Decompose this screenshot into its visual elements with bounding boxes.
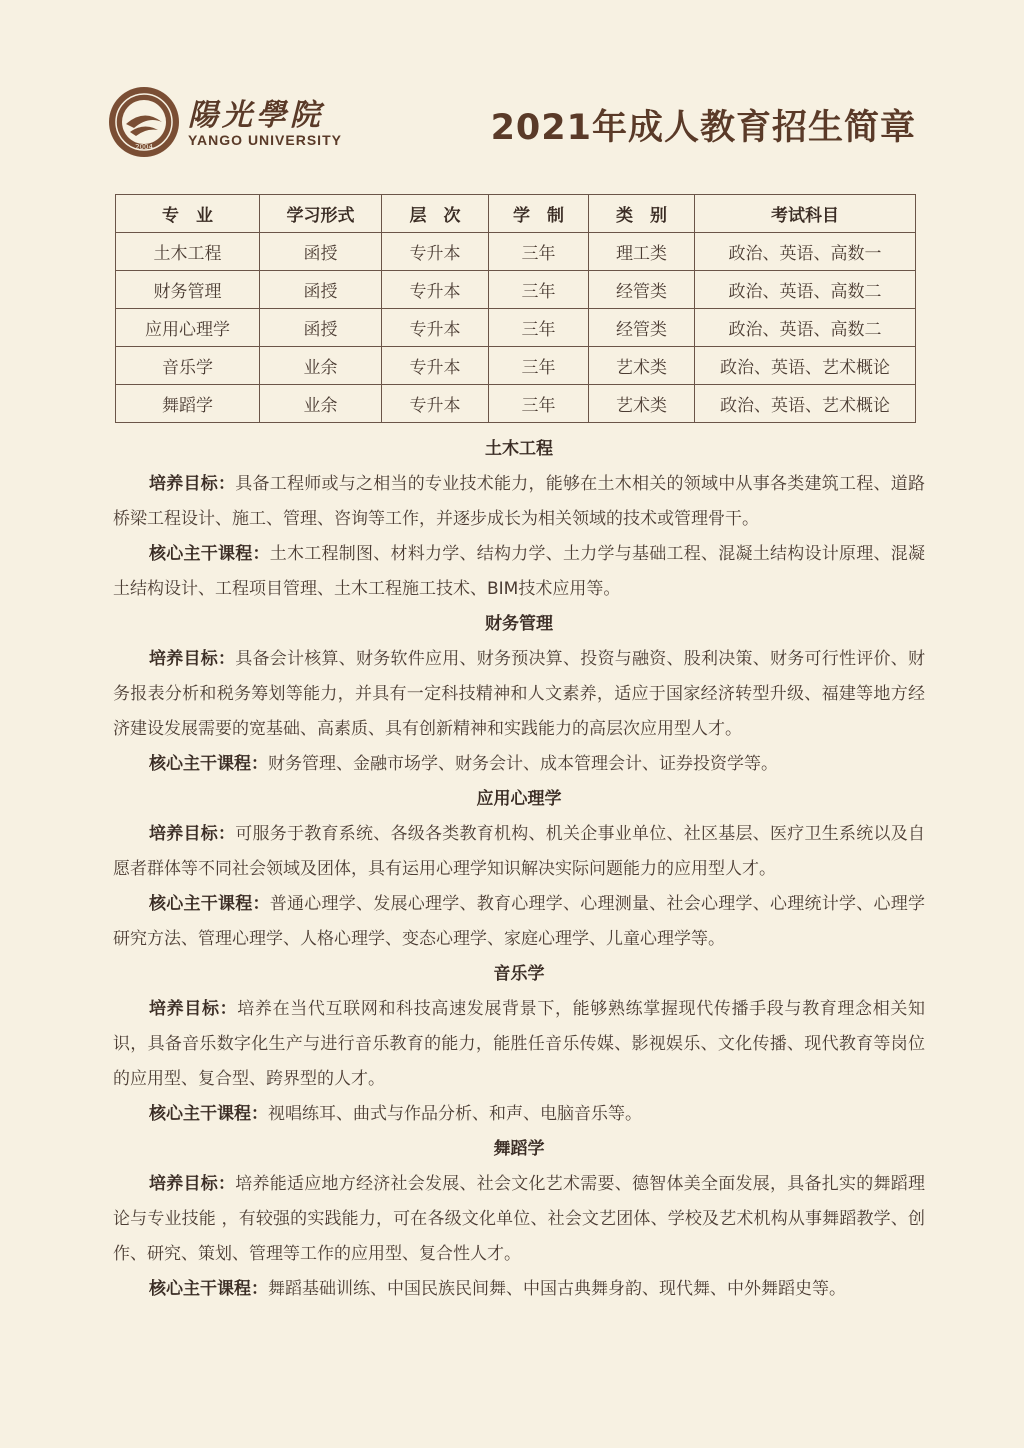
core-courses [113, 1272, 925, 1307]
section-title: 舞蹈学 [493, 1139, 545, 1159]
cell-exam-subjects: 政治、英语、艺术概论 [695, 347, 916, 385]
course-label: 核心主干课程： [149, 544, 270, 564]
table-header-row [116, 195, 916, 233]
header-major: 专 业 [116, 195, 260, 233]
cell-duration: 三年 [489, 347, 589, 385]
cell-exam-subjects: 政治、英语、高数二 [695, 309, 916, 347]
cell-study-mode: 函授 [260, 309, 382, 347]
core-courses [113, 887, 925, 957]
section-title: 音乐学 [493, 964, 545, 984]
cell-level: 专升本 [382, 309, 489, 347]
course-text: 土木工程制图、材料力学、结构力学、土力学与基础工程、混凝土结构设计原理、混凝土结构设计、工程项目管理、土木工程施工技术、BIM技术应用等。 [113, 544, 925, 599]
cell-study-mode: 函授 [260, 233, 382, 271]
cell-level: 专升本 [382, 385, 489, 423]
section-financial-management [113, 607, 925, 782]
goal-text: 可服务于教育系统、各级各类教育机构、机关企事业单位、社区基层、医疗卫生系统以及自愿者群体等不同社会领域及团体，具有运用心理学知识解决实际问题能力的应用型人才。 [113, 824, 925, 879]
goal-label: 培养目标： [149, 999, 238, 1019]
goal-text: 具备工程师或与之相当的专业技术能力，能够在土木相关的领域中从事各类建筑工程、道路桥梁工程设计、施工、管理、咨询等工作，并逐步成长为相关领域的技术或管理骨干。 [113, 474, 925, 529]
training-goal [113, 467, 925, 537]
table-row [116, 309, 916, 347]
core-courses [113, 537, 925, 607]
course-text: 财务管理、金融市场学、财务会计、成本管理会计、证券投资学等。 [268, 754, 778, 774]
header-study-mode: 学习形式 [260, 195, 382, 233]
majors-table [115, 194, 916, 423]
course-label: 核心主干课程： [149, 1104, 268, 1124]
cell-category: 经管类 [589, 271, 695, 309]
header-level: 层 次 [382, 195, 489, 233]
training-goal [113, 817, 925, 887]
cell-category: 经管类 [589, 309, 695, 347]
logo-chinese-name: 陽光學院 [188, 98, 324, 133]
section-title: 财务管理 [485, 614, 553, 634]
core-courses [113, 747, 925, 782]
course-label: 核心主干课程： [149, 894, 270, 914]
cell-duration: 三年 [489, 233, 589, 271]
cell-category: 艺术类 [589, 347, 695, 385]
cell-major: 财务管理 [116, 271, 260, 309]
course-text: 视唱练耳、曲式与作品分析、和声、电脑音乐等。 [268, 1104, 642, 1124]
table-row [116, 233, 916, 271]
goal-text: 培养能适应地方经济社会发展、社会文化艺术需要、德智体美全面发展，具备扎实的舞蹈理论与专业技能 ，有较强的实践能力，可在各级文化单位、社会文艺团体、学校及艺术机构从事舞蹈教学、创作、研究、策划、管理等工作的应用型、复合性人才。 [113, 1174, 925, 1264]
training-goal [113, 992, 925, 1097]
cell-duration: 三年 [489, 385, 589, 423]
goal-label: 培养目标： [149, 649, 236, 669]
goal-text: 具备会计核算、财务软件应用、财务预决算、投资与融资、股利决策、财务可行性评价、财务报表分析和税务筹划等能力，并具有一定科技精神和人文素养，适应于国家经济转型升级、福建等地方经济建设发展需要的宽基础、高素质、具有创新精神和实践能力的高层次应用型人才。 [113, 649, 925, 739]
section-applied-psychology [113, 782, 925, 957]
cell-level: 专升本 [382, 233, 489, 271]
core-courses [113, 1097, 925, 1132]
cell-level: 专升本 [382, 271, 489, 309]
cell-major: 应用心理学 [116, 309, 260, 347]
goal-label: 培养目标： [149, 474, 236, 494]
section-title: 土木工程 [485, 439, 553, 459]
section-musicology [113, 957, 925, 1132]
cell-major: 音乐学 [116, 347, 260, 385]
course-text: 普通心理学、发展心理学、教育心理学、心理测量、社会心理学、心理统计学、心理学研究方法、管理心理学、人格心理学、变态心理学、家庭心理学、儿童心理学等。 [113, 894, 925, 949]
goal-label: 培养目标： [149, 824, 236, 844]
cell-exam-subjects: 政治、英语、高数二 [695, 271, 916, 309]
cell-exam-subjects: 政治、英语、艺术概论 [695, 385, 916, 423]
section-title: 应用心理学 [476, 789, 562, 809]
header-duration: 学 制 [489, 195, 589, 233]
page-title: 2021年成人教育招生简章 [490, 108, 916, 148]
course-label: 核心主干课程： [149, 1279, 268, 1299]
goal-text: 培养在当代互联网和科技高速发展背景下，能够熟练掌握现代传播手段与教育理念相关知识，具备音乐数字化生产与进行音乐教育的能力，能胜任音乐传媒、影视娱乐、文化传播、现代教育等岗位的应用型、复合型、跨界型的人才。 [113, 999, 926, 1089]
cell-major: 舞蹈学 [116, 385, 260, 423]
cell-category: 理工类 [589, 233, 695, 271]
table-row [116, 271, 916, 309]
university-seal-icon [108, 86, 180, 158]
section-dance [113, 1132, 925, 1307]
cell-level: 专升本 [382, 347, 489, 385]
course-text: 舞蹈基础训练、中国民族民间舞、中国古典舞身韵、现代舞、中外舞蹈史等。 [268, 1279, 846, 1299]
cell-study-mode: 业余 [260, 385, 382, 423]
page-header [0, 0, 1024, 180]
cell-duration: 三年 [489, 309, 589, 347]
header-category: 类 别 [589, 195, 695, 233]
cell-category: 艺术类 [589, 385, 695, 423]
logo-english-name: YANGO UNIVERSITY [188, 132, 342, 148]
seal-year: 2004 [135, 143, 153, 151]
cell-exam-subjects: 政治、英语、高数一 [695, 233, 916, 271]
section-civil-engineering [113, 432, 925, 607]
header-exam-subjects: 考试科目 [695, 195, 916, 233]
table-row [116, 385, 916, 423]
cell-study-mode: 函授 [260, 271, 382, 309]
training-goal [113, 642, 925, 747]
table-row [116, 347, 916, 385]
training-goal [113, 1167, 925, 1272]
cell-study-mode: 业余 [260, 347, 382, 385]
cell-duration: 三年 [489, 271, 589, 309]
major-descriptions [113, 432, 925, 1307]
course-label: 核心主干课程： [149, 754, 268, 774]
goal-label: 培养目标： [149, 1174, 236, 1194]
cell-major: 土木工程 [116, 233, 260, 271]
